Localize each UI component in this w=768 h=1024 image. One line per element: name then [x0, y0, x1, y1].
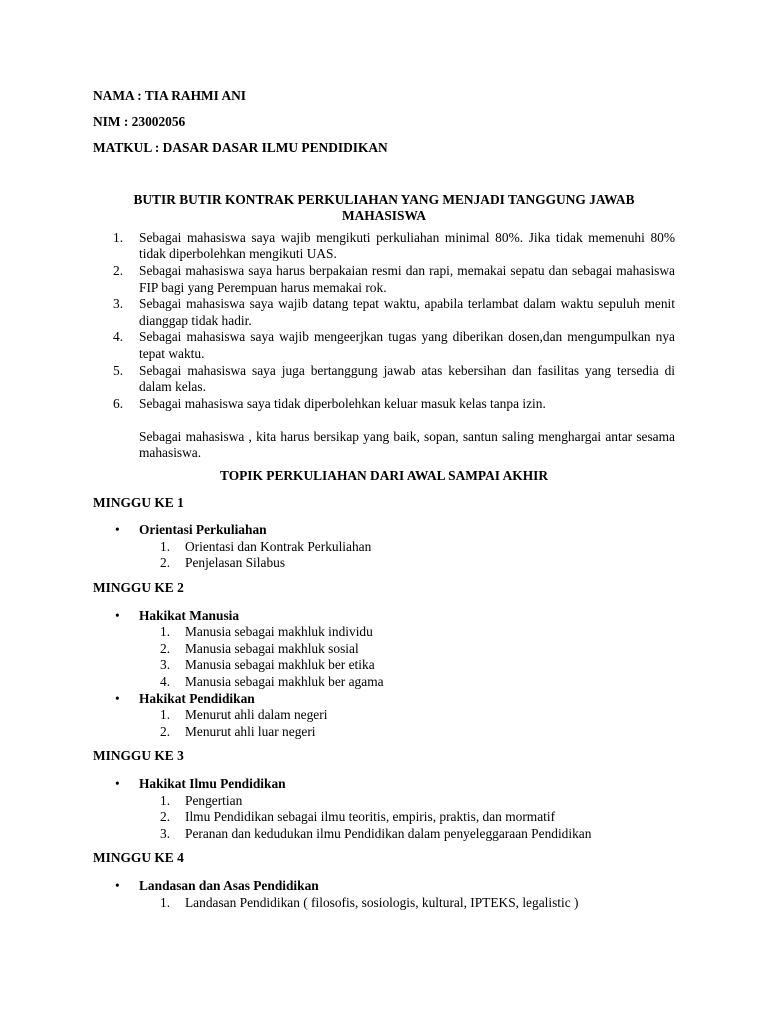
- topic-title: Hakikat Manusia: [139, 607, 240, 623]
- topics-title: TOPIK PERKULIAHAN DARI AWAL SAMPAI AKHIR: [220, 468, 548, 484]
- contract-title: BUTIR BUTIR KONTRAK PERKULIAHAN YANG MENJADI TANGGUNG JAWAB MAHASISWA: [133, 191, 635, 224]
- subtopic-item: [93, 707, 675, 724]
- document-page: [93, 88, 675, 911]
- week-section: [93, 850, 675, 911]
- subtopic-item: [93, 624, 675, 641]
- subtopic-item: [93, 826, 675, 843]
- subtopic-text: Manusia sebagai makhluk ber agama: [185, 674, 384, 689]
- subtopic-list: [93, 624, 675, 690]
- topic-item: [93, 691, 675, 741]
- topic-item: [93, 608, 675, 691]
- item-text: Sebagai mahasiswa saya juga bertanggung jawab atas kebersihan dan fasilitas yang tersedia di dalam kelas.: [139, 362, 675, 395]
- subtopic-item: [93, 641, 675, 658]
- topic-title: Hakikat Pendidikan: [139, 690, 255, 706]
- week-title: MINGGU KE 3: [93, 748, 184, 764]
- topic-list: [93, 608, 675, 741]
- contract-item: [93, 296, 675, 329]
- course-name: MATKUL : DASAR DASAR ILMU PENDIDIKAN: [93, 139, 388, 155]
- bullet-icon: •: [115, 607, 120, 623]
- subtopic-text: Ilmu Pendidikan sebagai ilmu teoritis, empiris, praktis, dan mormatif: [185, 809, 556, 825]
- subtopic-number: 1.: [160, 624, 171, 640]
- item-number: 4.: [113, 329, 124, 345]
- subtopic-number: 1.: [160, 707, 171, 723]
- item-text: Sebagai mahasiswa saya tidak diperbolehkan keluar masuk kelas tanpa izin.: [139, 395, 546, 411]
- subtopic-number: 1.: [160, 792, 171, 808]
- week-section: [93, 748, 675, 842]
- subtopic-number: 2.: [160, 723, 171, 739]
- bullet-icon: •: [115, 775, 120, 791]
- subtopic-text: Manusia sebagai makhluk sosial: [185, 640, 359, 656]
- item-text: Sebagai mahasiswa saya wajib mengikuti perkuliahan minimal 80%. Jika tidak memenuhi 80% tidak diperbolehkan mengikuti UAS.: [139, 229, 675, 262]
- subtopic-item: [93, 539, 675, 556]
- closing-paragraph: Sebagai mahasiswa , kita harus bersikap yang baik, sopan, santun saling menghargai antar sesama mahasiswa.: [139, 428, 675, 461]
- item-text: Sebagai mahasiswa saya wajib datang tepat waktu, apabila terlambat dalam waktu sepuluh menit dianggap tidak hadir.: [139, 296, 675, 328]
- bullet-icon: •: [115, 522, 120, 538]
- contract-item: [93, 363, 675, 396]
- topic-item: [93, 878, 675, 911]
- week-section: [93, 495, 675, 572]
- contract-item: [93, 396, 675, 413]
- item-number: 2.: [113, 262, 124, 278]
- subtopic-number: 3.: [160, 657, 171, 673]
- subtopic-item: [93, 724, 675, 741]
- subtopic-item: [93, 674, 675, 691]
- subtopic-number: 2.: [160, 809, 171, 825]
- item-number: 5.: [113, 362, 124, 378]
- subtopic-number: 3.: [160, 825, 171, 841]
- week-title: MINGGU KE 2: [93, 580, 184, 596]
- topic-title: Hakikat Ilmu Pendidikan: [139, 775, 286, 791]
- student-name: NAMA : TIA RAHMI ANI: [93, 88, 247, 103]
- topic-list: [93, 522, 675, 572]
- subtopic-list: [93, 539, 675, 572]
- item-number: 3.: [113, 296, 124, 312]
- topic-list: [93, 878, 675, 911]
- subtopic-list: [93, 793, 675, 843]
- subtopic-list: [93, 895, 675, 912]
- subtopic-item: [93, 895, 675, 912]
- topic-item: [93, 776, 675, 842]
- subtopic-text: Penjelasan Silabus: [185, 555, 286, 571]
- subtopic-item: [93, 555, 675, 572]
- subtopic-text: Menurut ahli luar negeri: [185, 723, 316, 739]
- bullet-icon: •: [115, 690, 120, 706]
- subtopic-text: Manusia sebagai makhluk individu: [185, 624, 373, 640]
- topic-list: [93, 776, 675, 842]
- week-title: MINGGU KE 4: [93, 850, 184, 866]
- subtopic-number: 1.: [160, 894, 171, 910]
- subtopic-number: 2.: [160, 640, 171, 656]
- subtopic-item: [93, 657, 675, 674]
- contract-item: [93, 263, 675, 296]
- contract-item: [93, 230, 675, 263]
- subtopic-list: [93, 707, 675, 740]
- item-text: Sebagai mahasiswa saya wajib mengeerjkan tugas yang diberikan dosen,dan mengumpulkan nya tepat waktu.: [139, 329, 675, 361]
- week-title: MINGGU KE 1: [93, 494, 184, 510]
- item-number: 6.: [113, 395, 124, 411]
- topic-title: Orientasi Perkuliahan: [139, 522, 267, 538]
- subtopic-item: [93, 793, 675, 810]
- contract-item: [93, 329, 675, 362]
- subtopic-text: Peranan dan kedudukan ilmu Pendidikan dalam penyeleggaraan Pendidikan: [185, 825, 592, 841]
- contract-list: [93, 230, 675, 413]
- subtopic-text: Manusia sebagai makhluk ber etika: [185, 657, 375, 673]
- subtopic-text: Orientasi dan Kontrak Perkuliahan: [185, 538, 372, 554]
- topic-item: [93, 522, 675, 572]
- week-section: [93, 580, 675, 740]
- subtopic-number: 2.: [160, 555, 171, 571]
- item-number: 1.: [113, 229, 124, 245]
- item-text: Sebagai mahasiswa saya harus berpakaian resmi dan rapi, memakai sepatu dan sebagai mahasiswa FIP bagi yang Perempuan harus memakai rok.: [139, 262, 675, 295]
- bullet-icon: •: [115, 877, 120, 893]
- student-nim: NIM : 23002056: [93, 113, 186, 129]
- subtopic-number: 1.: [160, 538, 171, 554]
- subtopic-number: 4.: [160, 674, 171, 689]
- subtopic-text: Menurut ahli dalam negeri: [185, 707, 328, 723]
- subtopic-item: [93, 809, 675, 826]
- topic-title: Landasan dan Asas Pendidikan: [139, 877, 319, 893]
- subtopic-text: Landasan Pendidikan ( filosofis, sosiologis, kultural, IPTEKS, legalistic ): [185, 894, 579, 910]
- subtopic-text: Pengertian: [185, 792, 243, 808]
